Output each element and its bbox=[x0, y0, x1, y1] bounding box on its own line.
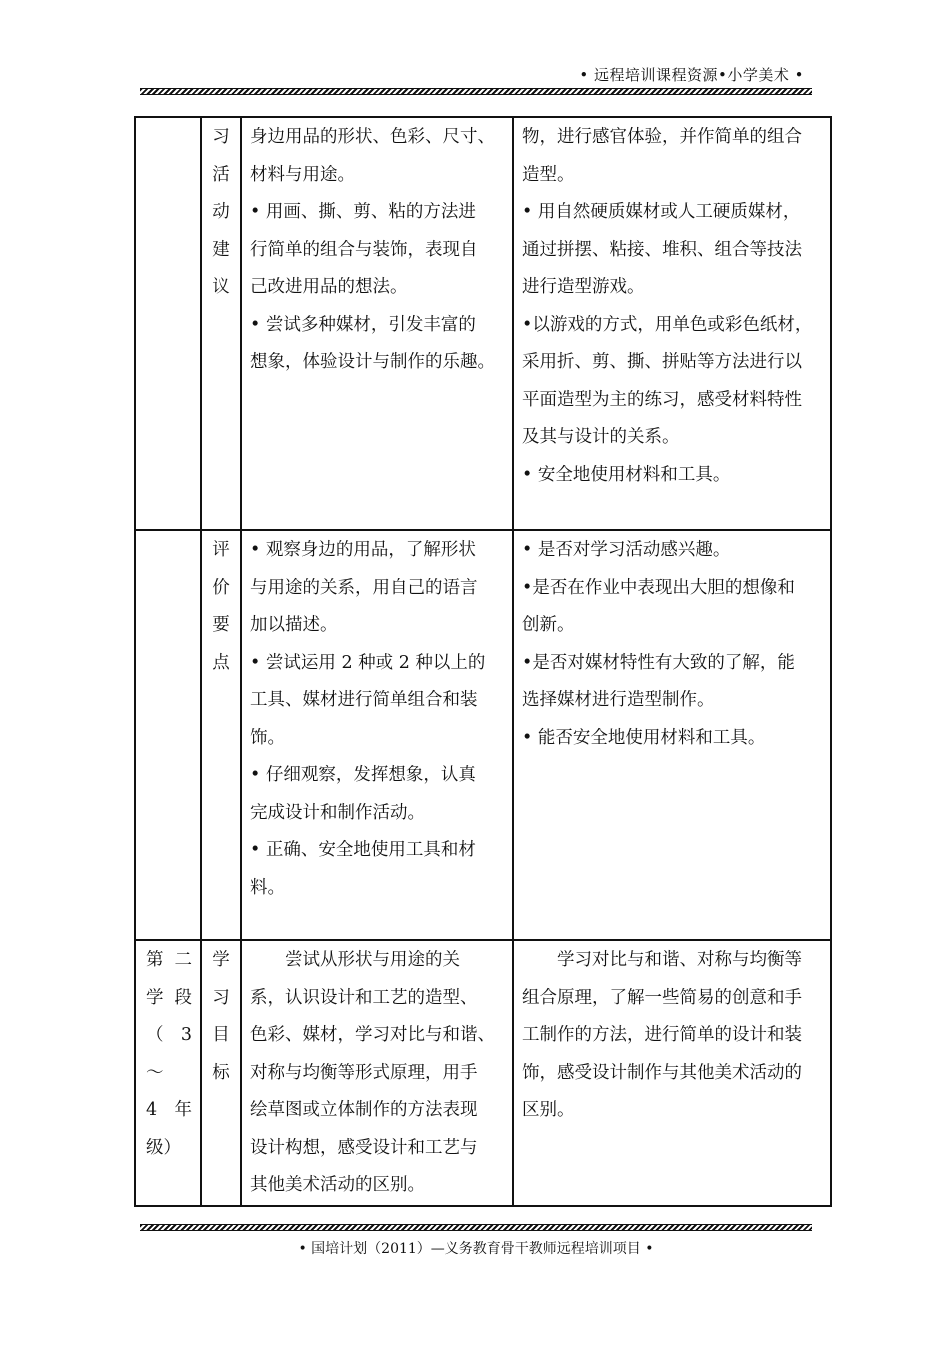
text-line: 尝试从形状与用途的关 bbox=[285, 950, 460, 970]
row-label-learning-goals bbox=[201, 940, 241, 1206]
text-line: 饰，感受设计制作与其他美术活动的 bbox=[522, 1062, 802, 1083]
label-char: 价 bbox=[212, 577, 230, 598]
text-line: • 尝试运用 2 种或 2 种以上的 bbox=[250, 652, 486, 673]
text-line: 物，进行感官体验，并作简单的组合 bbox=[522, 127, 802, 147]
text-line: 想象，体验设计与制作的乐趣。 bbox=[250, 352, 495, 372]
text-line: 学习对比与和谐、对称与均衡等 bbox=[557, 950, 802, 970]
learning-goals-col3 bbox=[241, 940, 513, 1206]
text-line: 造型。 bbox=[522, 164, 575, 185]
page-footer: • 国培计划（2011）—义务教育骨干教师远程培训项目 • bbox=[298, 1241, 654, 1257]
label-char: 学 bbox=[212, 950, 230, 970]
text-line: • 观察身边的用品，了解形状 bbox=[250, 540, 476, 560]
text-line: 加以描述。 bbox=[250, 615, 338, 635]
text-line: 身边用品的形状、色彩、尺寸、 bbox=[250, 127, 495, 147]
text-line: 及其与设计的关系。 bbox=[522, 427, 680, 447]
text-line: 行简单的组合与装饰，表现自 bbox=[250, 239, 478, 260]
text-line: 平面造型为主的练习，感受材料特性 bbox=[522, 389, 802, 410]
stage-line: （3～ bbox=[146, 1025, 192, 1083]
label-char: 要 bbox=[212, 615, 230, 635]
text-line: 其他美术活动的区别。 bbox=[250, 1175, 425, 1195]
text-line: • 正确、安全地使用工具和材 bbox=[250, 840, 476, 860]
text-line: • 是否对学习活动感兴趣。 bbox=[522, 540, 731, 560]
text-line: 色彩、媒材，学习对比与和谐、 bbox=[250, 1025, 495, 1045]
stage-line: 4 年 bbox=[146, 1100, 192, 1120]
text-line: 对称与均衡等形式原理，用手 bbox=[250, 1062, 478, 1083]
learning-goals-col4 bbox=[513, 940, 831, 1206]
text-line: • 尝试多种媒材，引发丰富的 bbox=[250, 314, 476, 335]
evaluation-points-col4 bbox=[513, 530, 831, 940]
stage-line: 级） bbox=[146, 1137, 181, 1158]
text-line: • 安全地使用材料和工具。 bbox=[522, 464, 731, 485]
evaluation-points-col3 bbox=[241, 530, 513, 940]
label-char: 活 bbox=[212, 164, 230, 185]
row-label-activity-suggestions bbox=[201, 117, 241, 530]
label-char: 习 bbox=[212, 987, 230, 1008]
label-char: 动 bbox=[212, 202, 230, 222]
activity-suggestions-col3 bbox=[241, 117, 513, 530]
label-char: 标 bbox=[212, 1062, 230, 1083]
text-line: 创新。 bbox=[522, 615, 575, 635]
text-line: 组合原理，了解一些简易的创意和手 bbox=[522, 987, 802, 1008]
text-line: 料。 bbox=[250, 877, 285, 898]
text-line: • 仔细观察，发挥想象，认真 bbox=[250, 765, 476, 785]
text-line: 设计构想，感受设计和工艺与 bbox=[250, 1137, 478, 1158]
text-line: 通过拼摆、粘接、堆积、组合等技法 bbox=[522, 239, 802, 260]
label-char: 评 bbox=[212, 540, 230, 560]
text-line: 工具、媒材进行简单组合和装 bbox=[250, 690, 478, 710]
text-line: 饰。 bbox=[250, 727, 285, 748]
text-line: • 能否安全地使用材料和工具。 bbox=[522, 727, 766, 748]
text-line: 材料与用途。 bbox=[250, 164, 355, 185]
text-line: 区别。 bbox=[522, 1100, 575, 1120]
text-line: •是否在作业中表现出大胆的想像和 bbox=[522, 577, 795, 598]
activity-suggestions-col4 bbox=[513, 117, 831, 530]
stage-cell-second-stage bbox=[135, 940, 201, 1206]
label-char: 习 bbox=[212, 127, 230, 147]
header-divider bbox=[140, 88, 812, 95]
text-line: 与用途的关系，用自己的语言 bbox=[250, 577, 478, 598]
text-line: 进行造型游戏。 bbox=[522, 277, 645, 297]
stage-cell-empty bbox=[135, 530, 201, 940]
label-char: 目 bbox=[212, 1025, 230, 1045]
text-line: 系，认识设计和工艺的造型、 bbox=[250, 987, 478, 1008]
text-line: • 用画、撕、剪、粘的方法进 bbox=[250, 202, 476, 222]
text-line: 选择媒材进行造型制作。 bbox=[522, 690, 715, 710]
text-line: 采用折、剪、撕、拼贴等方法进行以 bbox=[522, 352, 802, 372]
table-row-activity-suggestions bbox=[135, 117, 831, 530]
footer-divider bbox=[140, 1224, 812, 1231]
stage-line: 第 二 bbox=[146, 950, 192, 970]
text-line: •是否对媒材特性有大致的了解，能 bbox=[522, 652, 795, 673]
curriculum-table bbox=[134, 116, 832, 1207]
stage-line: 学 段 bbox=[146, 987, 192, 1008]
page-header: • 远程培训课程资源•小学美术 • bbox=[579, 66, 804, 84]
table-row-evaluation-points bbox=[135, 530, 831, 940]
table-row-learning-goals bbox=[135, 940, 831, 1206]
text-line: 工制作的方法，进行简单的设计和装 bbox=[522, 1025, 802, 1045]
text-line: 完成设计和制作活动。 bbox=[250, 802, 425, 823]
label-char: 议 bbox=[212, 277, 230, 297]
text-line: •以游戏的方式，用单色或彩色纸材， bbox=[522, 314, 813, 335]
stage-cell-empty bbox=[135, 117, 201, 530]
row-label-evaluation-points bbox=[201, 530, 241, 940]
text-line: 绘草图或立体制作的方法表现 bbox=[250, 1100, 478, 1120]
text-line: • 用自然硬质媒材或人工硬质媒材， bbox=[522, 202, 801, 222]
text-line: 己改进用品的想法。 bbox=[250, 277, 408, 297]
label-char: 建 bbox=[212, 239, 230, 260]
label-char: 点 bbox=[212, 652, 230, 673]
